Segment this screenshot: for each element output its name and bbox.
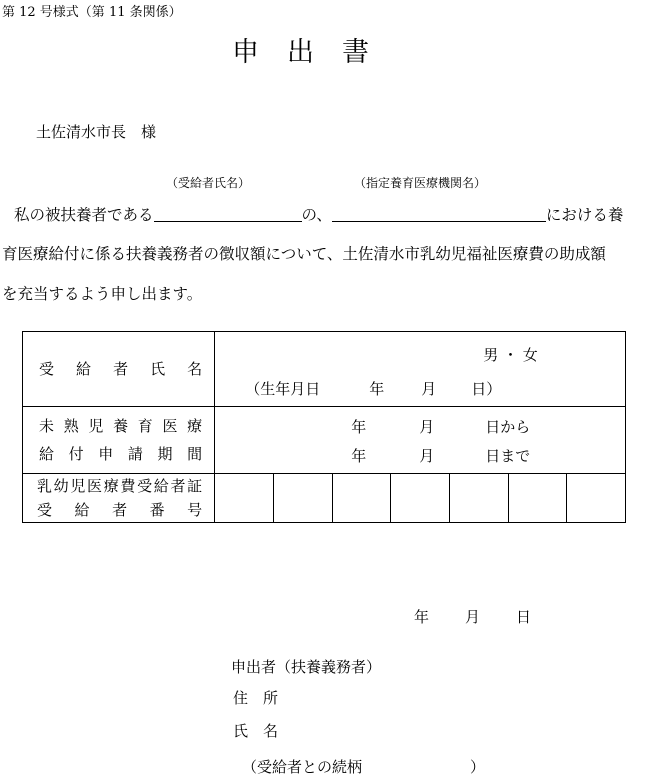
recipient-name-hint: （受給者氏名）	[166, 176, 251, 190]
body-line-1	[14, 203, 623, 225]
birth-month: 月	[421, 380, 437, 398]
institution-name-blank[interactable]	[332, 206, 546, 222]
relation-open: （受給者との続柄	[242, 758, 363, 776]
body-line-1-middle: の、	[301, 206, 332, 224]
period-from-month: 月	[419, 418, 435, 436]
date-year: 年	[414, 608, 430, 626]
body-line-3: を充当するよう申し出ます。	[2, 285, 203, 303]
number-digit-cell[interactable]	[332, 474, 391, 523]
application-table	[22, 331, 626, 523]
period-to-day: 日まで	[485, 447, 531, 465]
period-label-cell	[23, 407, 215, 474]
table-row-period	[23, 407, 626, 474]
number-digit-cell[interactable]	[508, 474, 567, 523]
number-digit-cell[interactable]	[215, 474, 274, 523]
number-label-line1: 乳幼児医療費受給者証	[37, 477, 203, 495]
birth-open: （生年月日	[245, 380, 321, 398]
birth-year: 年	[369, 380, 385, 398]
applicant-heading: 申出者（扶養義務者）	[231, 658, 382, 676]
period-cell[interactable]	[215, 407, 626, 474]
table-row-recipient	[23, 332, 626, 407]
date-month: 月	[465, 608, 481, 626]
number-label-cell	[23, 474, 215, 523]
gender-choice[interactable]: 男 ・ 女	[483, 346, 538, 364]
table-row-number	[23, 474, 626, 523]
recipient-name-blank[interactable]	[154, 206, 302, 222]
recipient-name-label: 受給者氏名	[39, 360, 203, 378]
number-digit-cell[interactable]	[449, 474, 508, 523]
document-title: 申出書	[232, 37, 397, 68]
submission-date	[414, 606, 531, 627]
addressee: 土佐清水市長 様	[36, 123, 157, 141]
recipient-name-label-cell	[23, 332, 215, 407]
body-line-2: 育医療給付に係る扶養義務者の徴収額について、土佐清水市乳幼児福祉医療費の助成額	[2, 245, 606, 263]
period-from-year: 年	[351, 418, 367, 436]
name-label: 氏 名	[233, 722, 279, 740]
period-label-line1: 未熟児養育医療	[39, 417, 203, 435]
period-from-day: 日から	[485, 418, 531, 436]
relation-close: ）	[470, 758, 486, 776]
number-label-line2: 受給者番号	[37, 501, 203, 519]
date-day: 日	[516, 608, 532, 626]
number-digit-cell[interactable]	[391, 474, 450, 523]
number-digit-cell[interactable]	[567, 474, 626, 523]
period-to-year: 年	[351, 447, 367, 465]
birth-day: 日）	[471, 380, 502, 398]
body-line-1-prefix: 私の被扶養者である	[14, 206, 154, 224]
body-line-1-suffix: における養	[545, 206, 624, 224]
address-label: 住 所	[233, 689, 279, 707]
recipient-name-cell[interactable]	[215, 332, 626, 407]
period-to-month: 月	[419, 447, 435, 465]
number-digit-cell[interactable]	[273, 474, 332, 523]
period-label-line2: 給付申請期間	[39, 445, 203, 463]
institution-name-hint: （指定養育医療機関名）	[354, 176, 487, 190]
form-number: 第 12 号様式（第 11 条関係）	[2, 5, 182, 20]
